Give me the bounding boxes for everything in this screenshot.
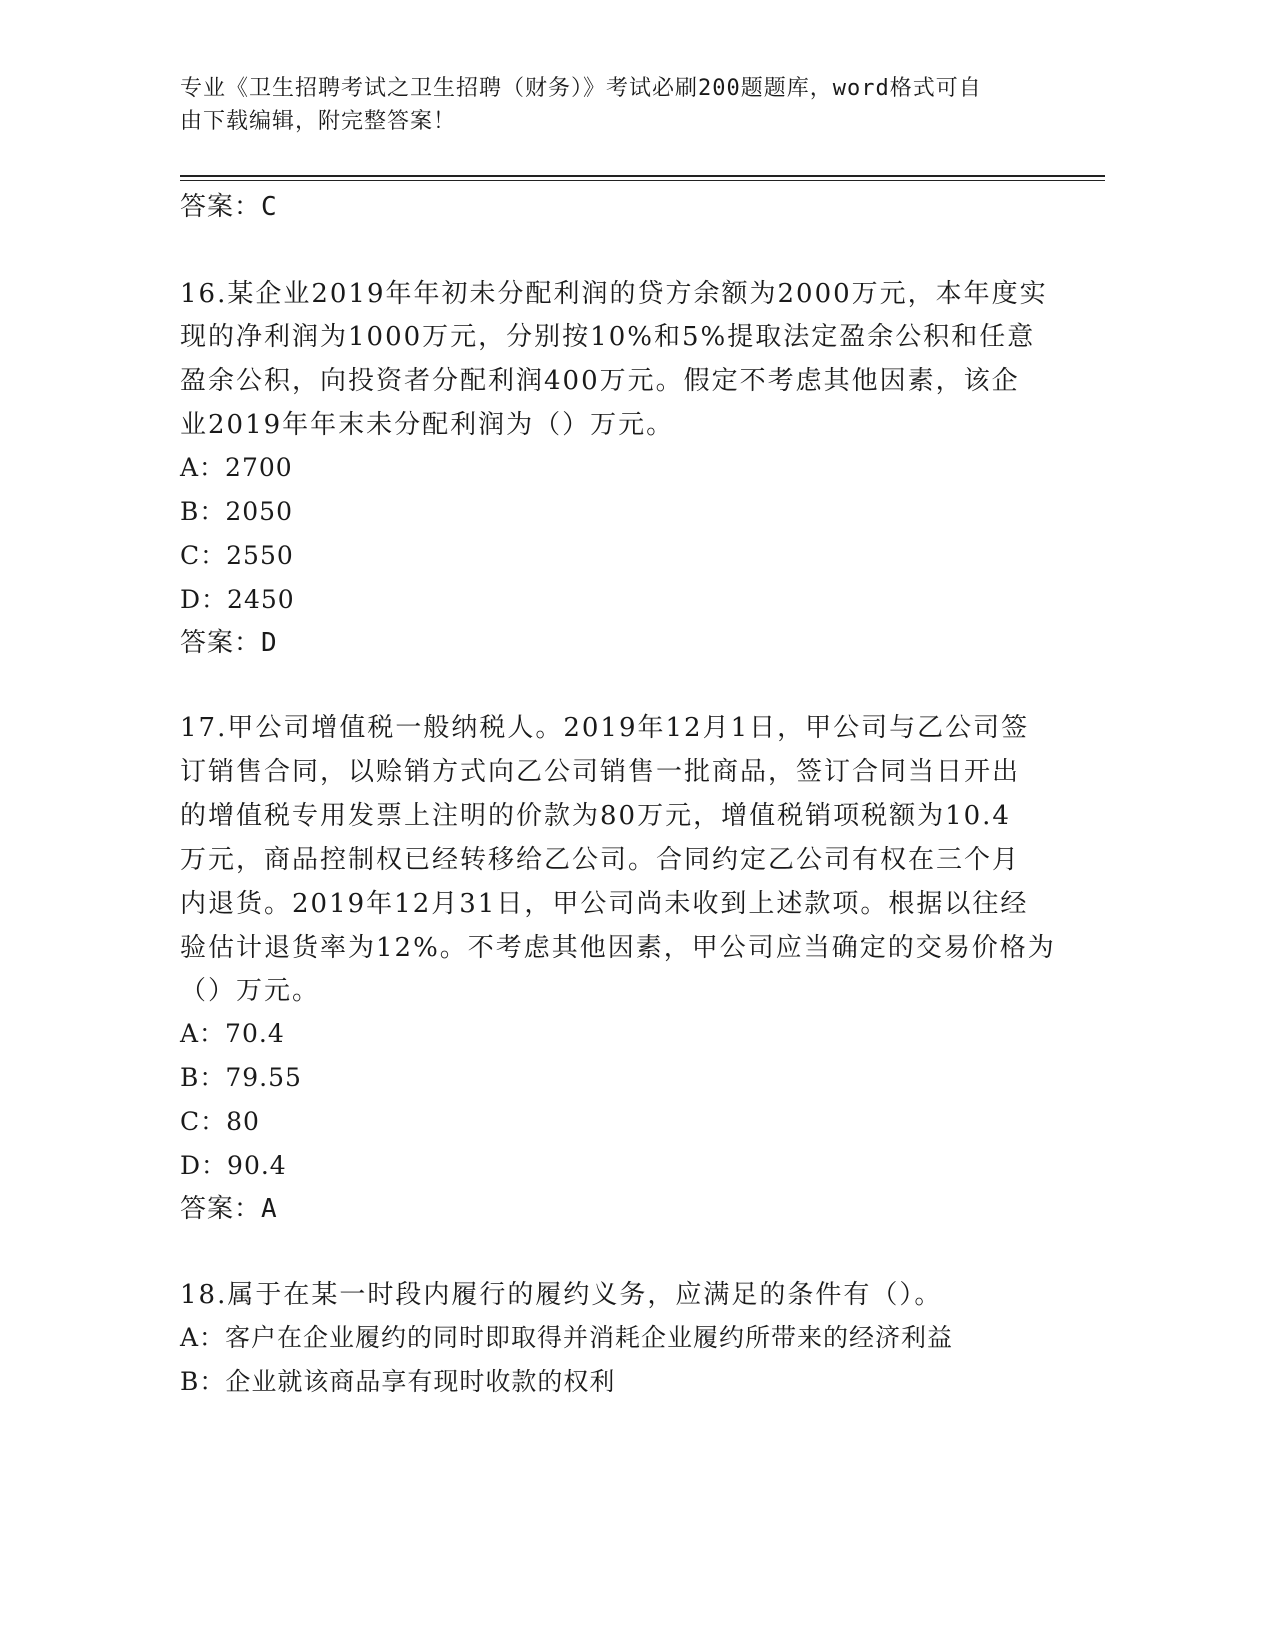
- header-rule-thick: [180, 175, 1105, 177]
- previous-answer: 答案：C: [180, 192, 278, 222]
- header-line-1: 专业《卫生招聘考试之卫生招聘（财务）》考试必刷200题题库，word格式可自: [180, 76, 982, 101]
- question-17-line-7: （）万元。: [180, 976, 321, 1006]
- question-17-line-1: 17.甲公司增值税一般纳税人。2019年12月1日，甲公司与乙公司签: [180, 713, 1030, 743]
- question-16-option-c: C：2550: [180, 541, 294, 570]
- question-17-option-b: B：79.55: [180, 1063, 302, 1092]
- question-16-line-4: 业2019年年末未分配利润为（）万元。: [180, 410, 675, 440]
- question-17-line-3: 的增值税专用发票上注明的价款为80万元，增值税销项税额为10.4: [180, 801, 1011, 831]
- question-17-line-6: 验估计退货率为12%。不考虑其他因素，甲公司应当确定的交易价格为: [180, 933, 1056, 963]
- header-rule-thin: [180, 180, 1105, 181]
- question-17-option-d: D：90.4: [180, 1151, 287, 1180]
- question-16-option-d: D：2450: [180, 585, 295, 614]
- page-header: [180, 72, 1060, 138]
- question-17-option-c: C：80: [180, 1107, 260, 1136]
- question-17-line-2: 订销售合同，以赊销方式向乙公司销售一批商品，签订合同当日开出: [180, 757, 1021, 787]
- question-16-line-1: 16.某企业2019年年初未分配利润的贷方余额为2000万元，本年度实: [180, 279, 1048, 309]
- header-line-2: 由下载编辑，附完整答案！: [180, 109, 457, 134]
- question-16-answer: 答案：D: [180, 628, 278, 658]
- question-17-answer: 答案：A: [180, 1194, 278, 1224]
- question-17-option-a: A：70.4: [180, 1019, 285, 1048]
- question-16-line-2: 现的净利润为1000万元，分别按10%和5%提取法定盈余公积和任意: [180, 322, 1036, 352]
- question-17-line-4: 万元，商品控制权已经转移给乙公司。合同约定乙公司有权在三个月: [180, 845, 1021, 875]
- question-18-line-1: 18.属于在某一时段内履行的履约义务，应满足的条件有（）。: [180, 1280, 943, 1310]
- question-16-option-a: A：2700: [180, 453, 293, 482]
- question-18-option-b: B：企业就该商品享有现时收款的权利: [180, 1367, 616, 1396]
- question-17-line-5: 内退货。2019年12月31日，甲公司尚未收到上述款项。根据以往经: [180, 889, 1029, 919]
- question-16-line-3: 盈余公积，向投资者分配利润400万元。假定不考虑其他因素，该企: [180, 366, 1020, 396]
- question-18-option-a: A：客户在企业履约的同时即取得并消耗企业履约所带来的经济利益: [180, 1323, 954, 1352]
- question-16-option-b: B：2050: [180, 497, 293, 526]
